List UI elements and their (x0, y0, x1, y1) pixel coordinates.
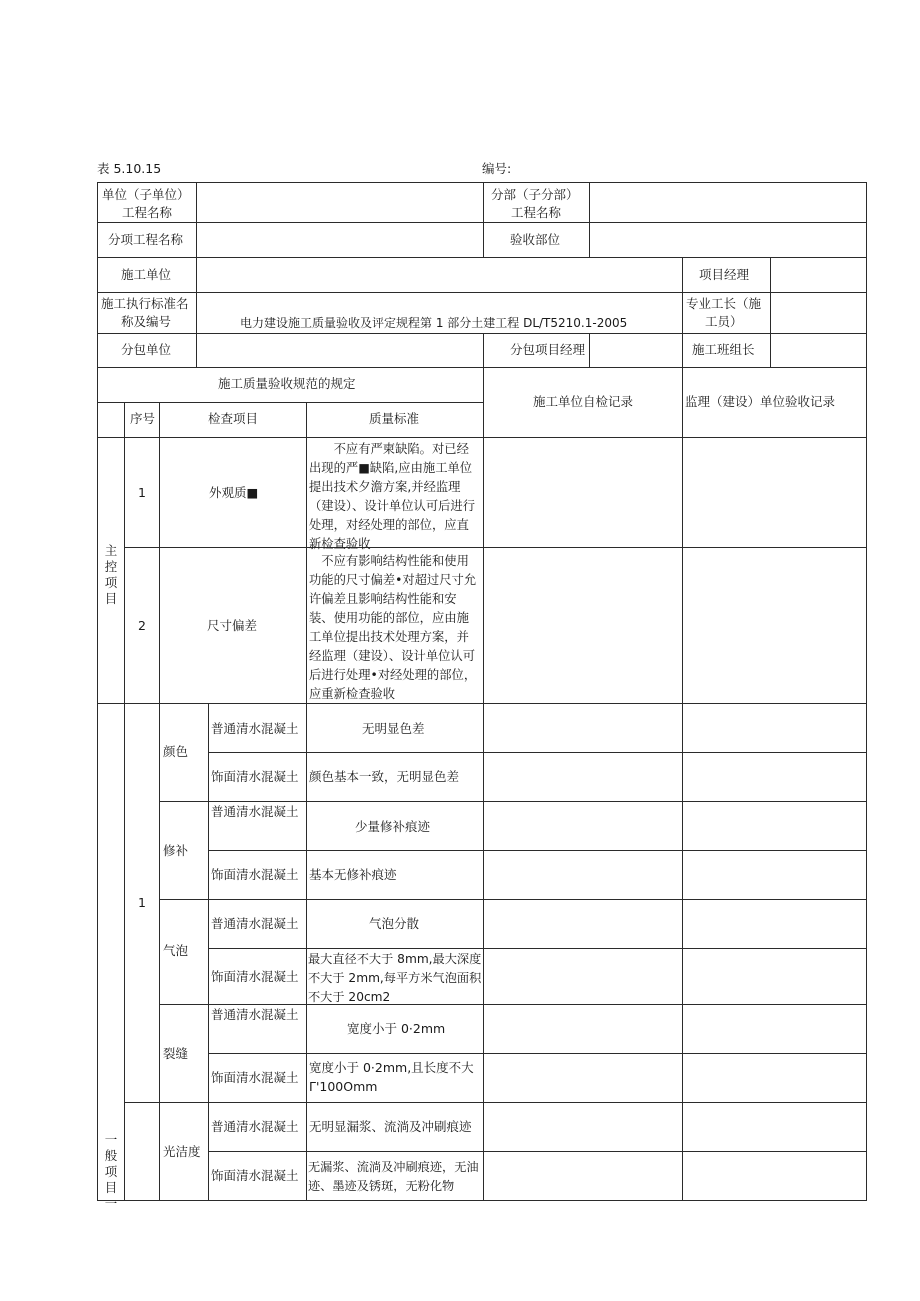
code-label: 编号: (482, 161, 512, 176)
main-row-2-standard: 不应有影响结构性能和使用功能的尺寸偏差•对超过尺寸允许偏差且影响结构性能和安装、使用功能的部位，应由施工单位提出技术处理方案，并经监理（建设）、设计单位认可后进行处理•对经处理的部位，应重新检查验收 (309, 554, 477, 701)
acceptance-part-label: 验收部位 (510, 232, 561, 247)
group-smoothness-ordinary-std: 无明显漏浆、流淌及冲刷痕迹 (309, 1119, 472, 1134)
group-repair-facing-std: 基本无修补痕迹 (309, 867, 397, 882)
main-row-1-standard: 不应有严柬缺陷。对已经出现的严■缺陷,应由施工单位提出技术夕澹方案,并经监理（建设）、设计单位认可后进行处理，对经处理的部位，应直新检查验收 (309, 442, 476, 551)
main-row-2-item: 尺寸偏差 (207, 618, 258, 633)
group-crack-facing-std-line1: 宽度小于 0·2mm,且长度不大 (309, 1060, 474, 1075)
main-row-2-seq: 2 (138, 618, 146, 633)
self-check-header: 施工单位自检记录 (533, 394, 634, 409)
foreman-label-line1: 专业工长（施 (686, 296, 762, 311)
group-bubble-name: 气泡 (163, 943, 189, 958)
group-crack-facing: 饰面清水混凝土 (211, 1070, 299, 1085)
division-name-label-line2: 工程名称 (511, 205, 562, 220)
group-crack-facing-std-line2: Γ'100Omm (309, 1079, 378, 1094)
project-manager-label: 项目经理 (699, 267, 750, 282)
standard-label-line2: 称及编号 (121, 314, 172, 329)
group-color-facing-std: 颜色基本一致，无明显色差 (309, 769, 460, 784)
standard-value: 电力建设施工质量验收及评定规程第 1 部分土建工程 DL/T5210.1-2005 (240, 316, 628, 330)
subitem-name-label: 分项工程名称 (108, 232, 184, 247)
group-color-name: 颜色 (163, 744, 189, 759)
unit-name-label-line1: 单位（子单位） (102, 187, 190, 202)
group-crack-ordinary-std: 宽度小于 0·2mm (347, 1021, 446, 1036)
group-smoothness-facing: 饰面清水混凝土 (211, 1168, 299, 1183)
spec-group-header: 施工质量验收规范的规定 (218, 376, 356, 391)
group-color-facing: 饰面清水混凝土 (211, 769, 299, 784)
check-item-header: 检查项目 (208, 411, 259, 426)
main-row-1-item: 外观质■ (209, 485, 259, 500)
unit-name-label-line2: 工程名称 (122, 205, 173, 220)
sub-project-manager-label: 分包项目经理 (510, 342, 586, 357)
group-repair-name: 修补 (163, 843, 189, 858)
group-smoothness-ordinary: 普通清水混凝土 (211, 1119, 299, 1134)
group-crack-name: 裂缝 (163, 1046, 189, 1061)
team-leader-label: 施工班组长 (692, 342, 755, 357)
main-control-label: 主控项目 (104, 543, 118, 606)
seq-header: 序号 (130, 411, 156, 426)
group-crack-ordinary: 普通清水混凝土 (211, 1007, 299, 1022)
table-number: 表 5.10.15 (97, 161, 162, 176)
division-name-label-line1: 分部（子分部） (491, 187, 579, 202)
group-bubble-facing-std: 最大直径不大于 8mm,最大深度不大于 2mm,每平方米气泡面积不大于 20cm2 (308, 952, 482, 1004)
group-repair-facing: 饰面清水混凝土 (211, 867, 299, 882)
group-bubble-ordinary-std: 气泡分散 (369, 916, 420, 931)
standard-label-line1: 施工执行标准名 (101, 296, 189, 311)
group-smoothness-facing-std: 无漏浆、流淌及冲刷痕迹，无油迹、墨迹及锈斑，无粉化物 (308, 1160, 479, 1193)
group-color-ordinary-std: 无明显色差 (362, 721, 425, 736)
main-row-1-seq: 1 (138, 485, 146, 500)
group-color-ordinary: 普通清水混凝土 (211, 721, 299, 736)
supervision-header: 监理（建设）单位验收记录 (685, 394, 836, 409)
subcontractor-label: 分包单位 (121, 342, 172, 357)
group-repair-ordinary-std: 少量修补痕迹 (355, 819, 431, 834)
group-bubble-ordinary: 普通清水混凝土 (211, 916, 299, 931)
general-items-label: 一般项目一 (104, 1132, 118, 1211)
general-seq: 1 (138, 895, 146, 910)
group-bubble-facing: 饰面清水混凝土 (211, 969, 299, 984)
contractor-label: 施工单位 (121, 267, 172, 282)
group-repair-ordinary: 普通清水混凝土 (211, 804, 299, 819)
quality-standard-header: 质量标准 (369, 411, 420, 426)
group-smoothness-name: 光洁度 (163, 1144, 201, 1159)
foreman-label-line2: 工员） (705, 314, 743, 329)
